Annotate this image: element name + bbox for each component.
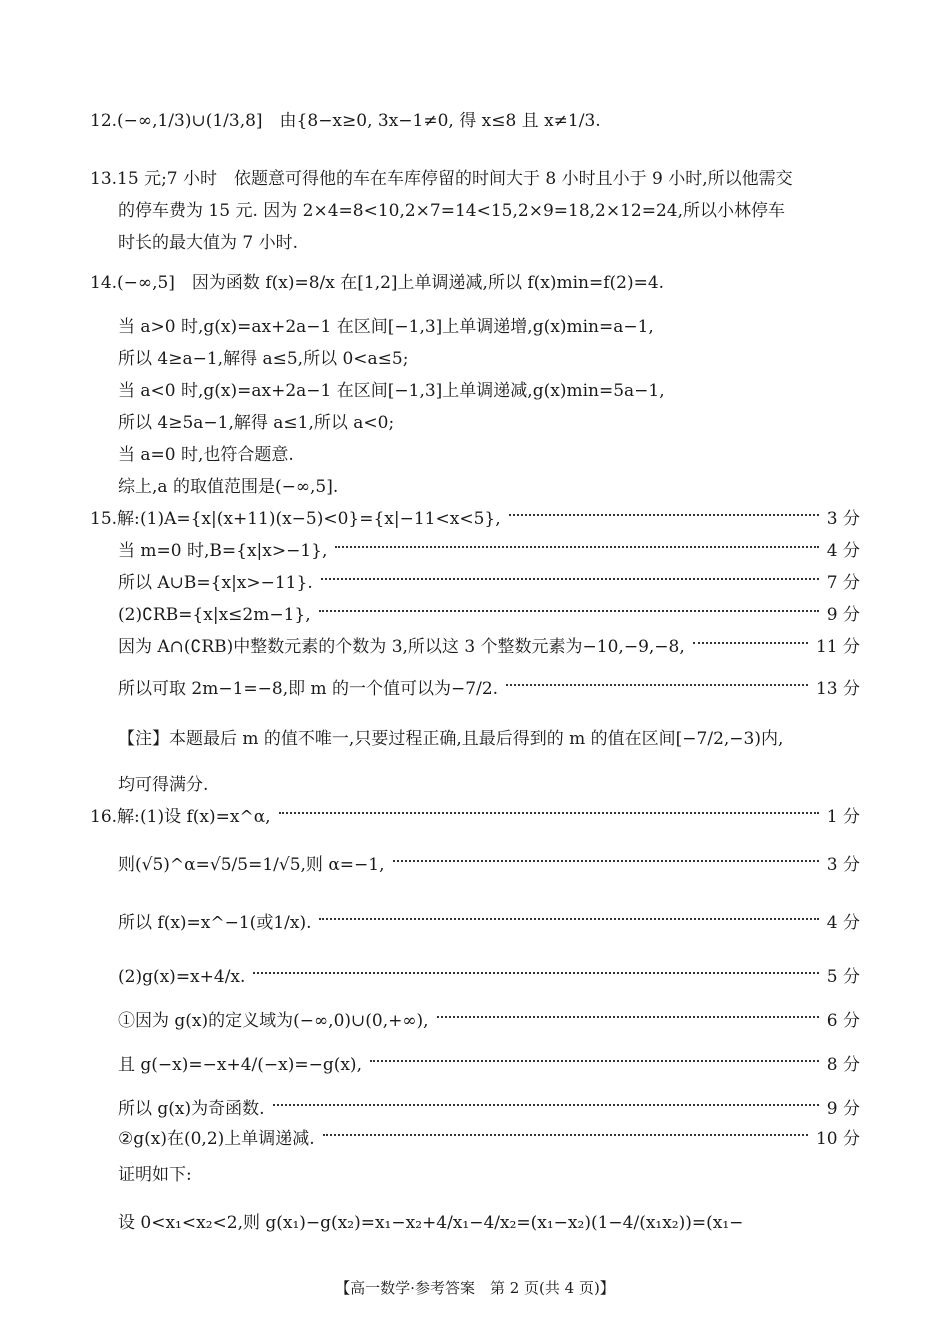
step-text: ①因为 g(x)的定义域为(−∞,0)∪(0,+∞),: [118, 1011, 429, 1031]
scored-step-s16c: [118, 912, 860, 934]
dot-leader: [335, 546, 818, 548]
answer-line-p14g: 综上,a 的取值范围是(−∞,5].: [118, 477, 339, 497]
question-number: 15.解:: [90, 509, 140, 529]
scored-step-s16f: [118, 1054, 860, 1076]
answer-line-p13c: 时长的最大值为 7 小时.: [118, 233, 299, 253]
scored-step-s15b: [118, 540, 860, 562]
step-score: 7 分: [826, 573, 860, 593]
answer-line-p13b: 的停车费为 15 元. 因为 2×4=8<10,2×7=14<15,2×9=18,2×12=24,所以小林停车: [118, 201, 786, 221]
step-score: 3 分: [826, 855, 860, 875]
scored-step-s16g: [118, 1098, 860, 1120]
dot-leader: [253, 972, 818, 974]
step-text: 所以 g(x)为奇函数.: [118, 1099, 265, 1119]
dot-leader: [273, 1104, 819, 1106]
step-text: 则(√5)^α=√5/5=1/√5,则 α=−1,: [118, 855, 385, 875]
dot-leader: [321, 578, 819, 580]
step-score: 9 分: [826, 1099, 860, 1119]
page-footer: 【高一数学·参考答案 第 2 页(共 4 页)】: [335, 1279, 615, 1297]
step-score: 5 分: [826, 967, 860, 987]
step-score: 9 分: [826, 605, 860, 625]
step-text: 所以可取 2m−1=−8,即 m 的一个值可以为−7/2.: [118, 679, 499, 699]
dot-leader: [370, 1060, 819, 1062]
step-text: (1)设 f(x)=x^α,: [140, 807, 271, 827]
dot-leader: [323, 1134, 808, 1136]
step-score: 10 分: [815, 1129, 860, 1149]
step-score: 6 分: [826, 1011, 860, 1031]
answer-line-p14f: 当 a=0 时,也符合题意.: [118, 445, 294, 465]
dot-leader: [279, 812, 819, 814]
scored-step-s15d: [118, 604, 860, 626]
step-text: 且 g(−x)=−x+4/(−x)=−g(x),: [118, 1055, 362, 1075]
answer-line-p12: 12.(−∞,1/3)∪(1/3,8] 由{8−x≥0, 3x−1≠0, 得 x≤8 且 x≠1/3.: [90, 111, 601, 131]
step-text: (2)∁RB={x|x≤2m−1},: [118, 605, 311, 625]
scored-step-s15e: [118, 636, 860, 658]
step-score: 3 分: [826, 509, 860, 529]
dot-leader: [509, 514, 819, 516]
question-number: 16.解:: [90, 807, 140, 827]
dot-leader: [393, 860, 819, 862]
step-text: 因为 A∩(∁RB)中整数元素的个数为 3,所以这 3 个整数元素为−10,−9,−8,: [118, 637, 685, 657]
scored-step-s15f: [118, 678, 860, 700]
answer-line-p14d: 当 a<0 时,g(x)=ax+2a−1 在区间[−1,3]上单调递减,g(x)min=5a−1,: [118, 381, 665, 401]
scored-step-s15c: [118, 572, 860, 594]
answer-line-p14c: 所以 4≥a−1,解得 a≤5,所以 0<a≤5;: [118, 349, 409, 369]
answer-line-last: 设 0<x₁<x₂<2,则 g(x₁)−g(x₂)=x₁−x₂+4/x₁−4/x₂=(x₁−x₂)(1−4/(x₁x₂))=(x₁−: [118, 1213, 744, 1233]
answer-line-p13a: 13.15 元;7 小时 依题意可得他的车在车库停留的时间大于 8 小时且小于 9 小时,所以他需交: [90, 169, 793, 189]
step-text: 所以 A∪B={x|x>−11}.: [118, 573, 313, 593]
step-text: 所以 f(x)=x^−1(或1/x).: [118, 913, 312, 933]
step-text: (2)g(x)=x+4/x.: [118, 967, 246, 987]
dot-leader: [693, 642, 808, 644]
step-text: ②g(x)在(0,2)上单调递减.: [118, 1129, 315, 1149]
scored-step-s16b: [118, 854, 860, 876]
answer-line-p14b: 当 a>0 时,g(x)=ax+2a−1 在区间[−1,3]上单调递增,g(x)min=a−1,: [118, 317, 654, 337]
scored-step-s15a: [140, 508, 860, 530]
step-text: 当 m=0 时,B={x|x>−1},: [118, 541, 328, 561]
step-score: 4 分: [826, 541, 860, 561]
answer-line-p14a: 14.(−∞,5] 因为函数 f(x)=8/x 在[1,2]上单调递减,所以 f(x)min=f(2)=4.: [90, 273, 665, 293]
dot-leader: [437, 1016, 819, 1018]
step-score: 13 分: [815, 679, 860, 699]
scored-step-s16e: [118, 1010, 860, 1032]
scored-step-s16d: [118, 966, 860, 988]
answer-line-proof: 证明如下:: [118, 1165, 192, 1185]
dot-leader: [506, 684, 808, 686]
dot-leader: [319, 918, 818, 920]
answer-line-note2: 均可得满分.: [118, 775, 209, 795]
dot-leader: [319, 610, 819, 612]
step-score: 1 分: [826, 807, 860, 827]
step-text: (1)A={x|(x+11)(x−5)<0}={x|−11<x<5},: [140, 509, 501, 529]
step-score: 4 分: [826, 913, 860, 933]
step-score: 11 分: [815, 637, 860, 657]
scored-step-s16h: [118, 1128, 860, 1150]
scored-step-s16a: [140, 806, 860, 828]
answer-line-p14e: 所以 4≥5a−1,解得 a≤1,所以 a<0;: [118, 413, 395, 433]
answer-line-note1: 【注】本题最后 m 的值不唯一,只要过程正确,且最后得到的 m 的值在区间[−7/2,−3)内,: [118, 729, 784, 749]
step-score: 8 分: [826, 1055, 860, 1075]
